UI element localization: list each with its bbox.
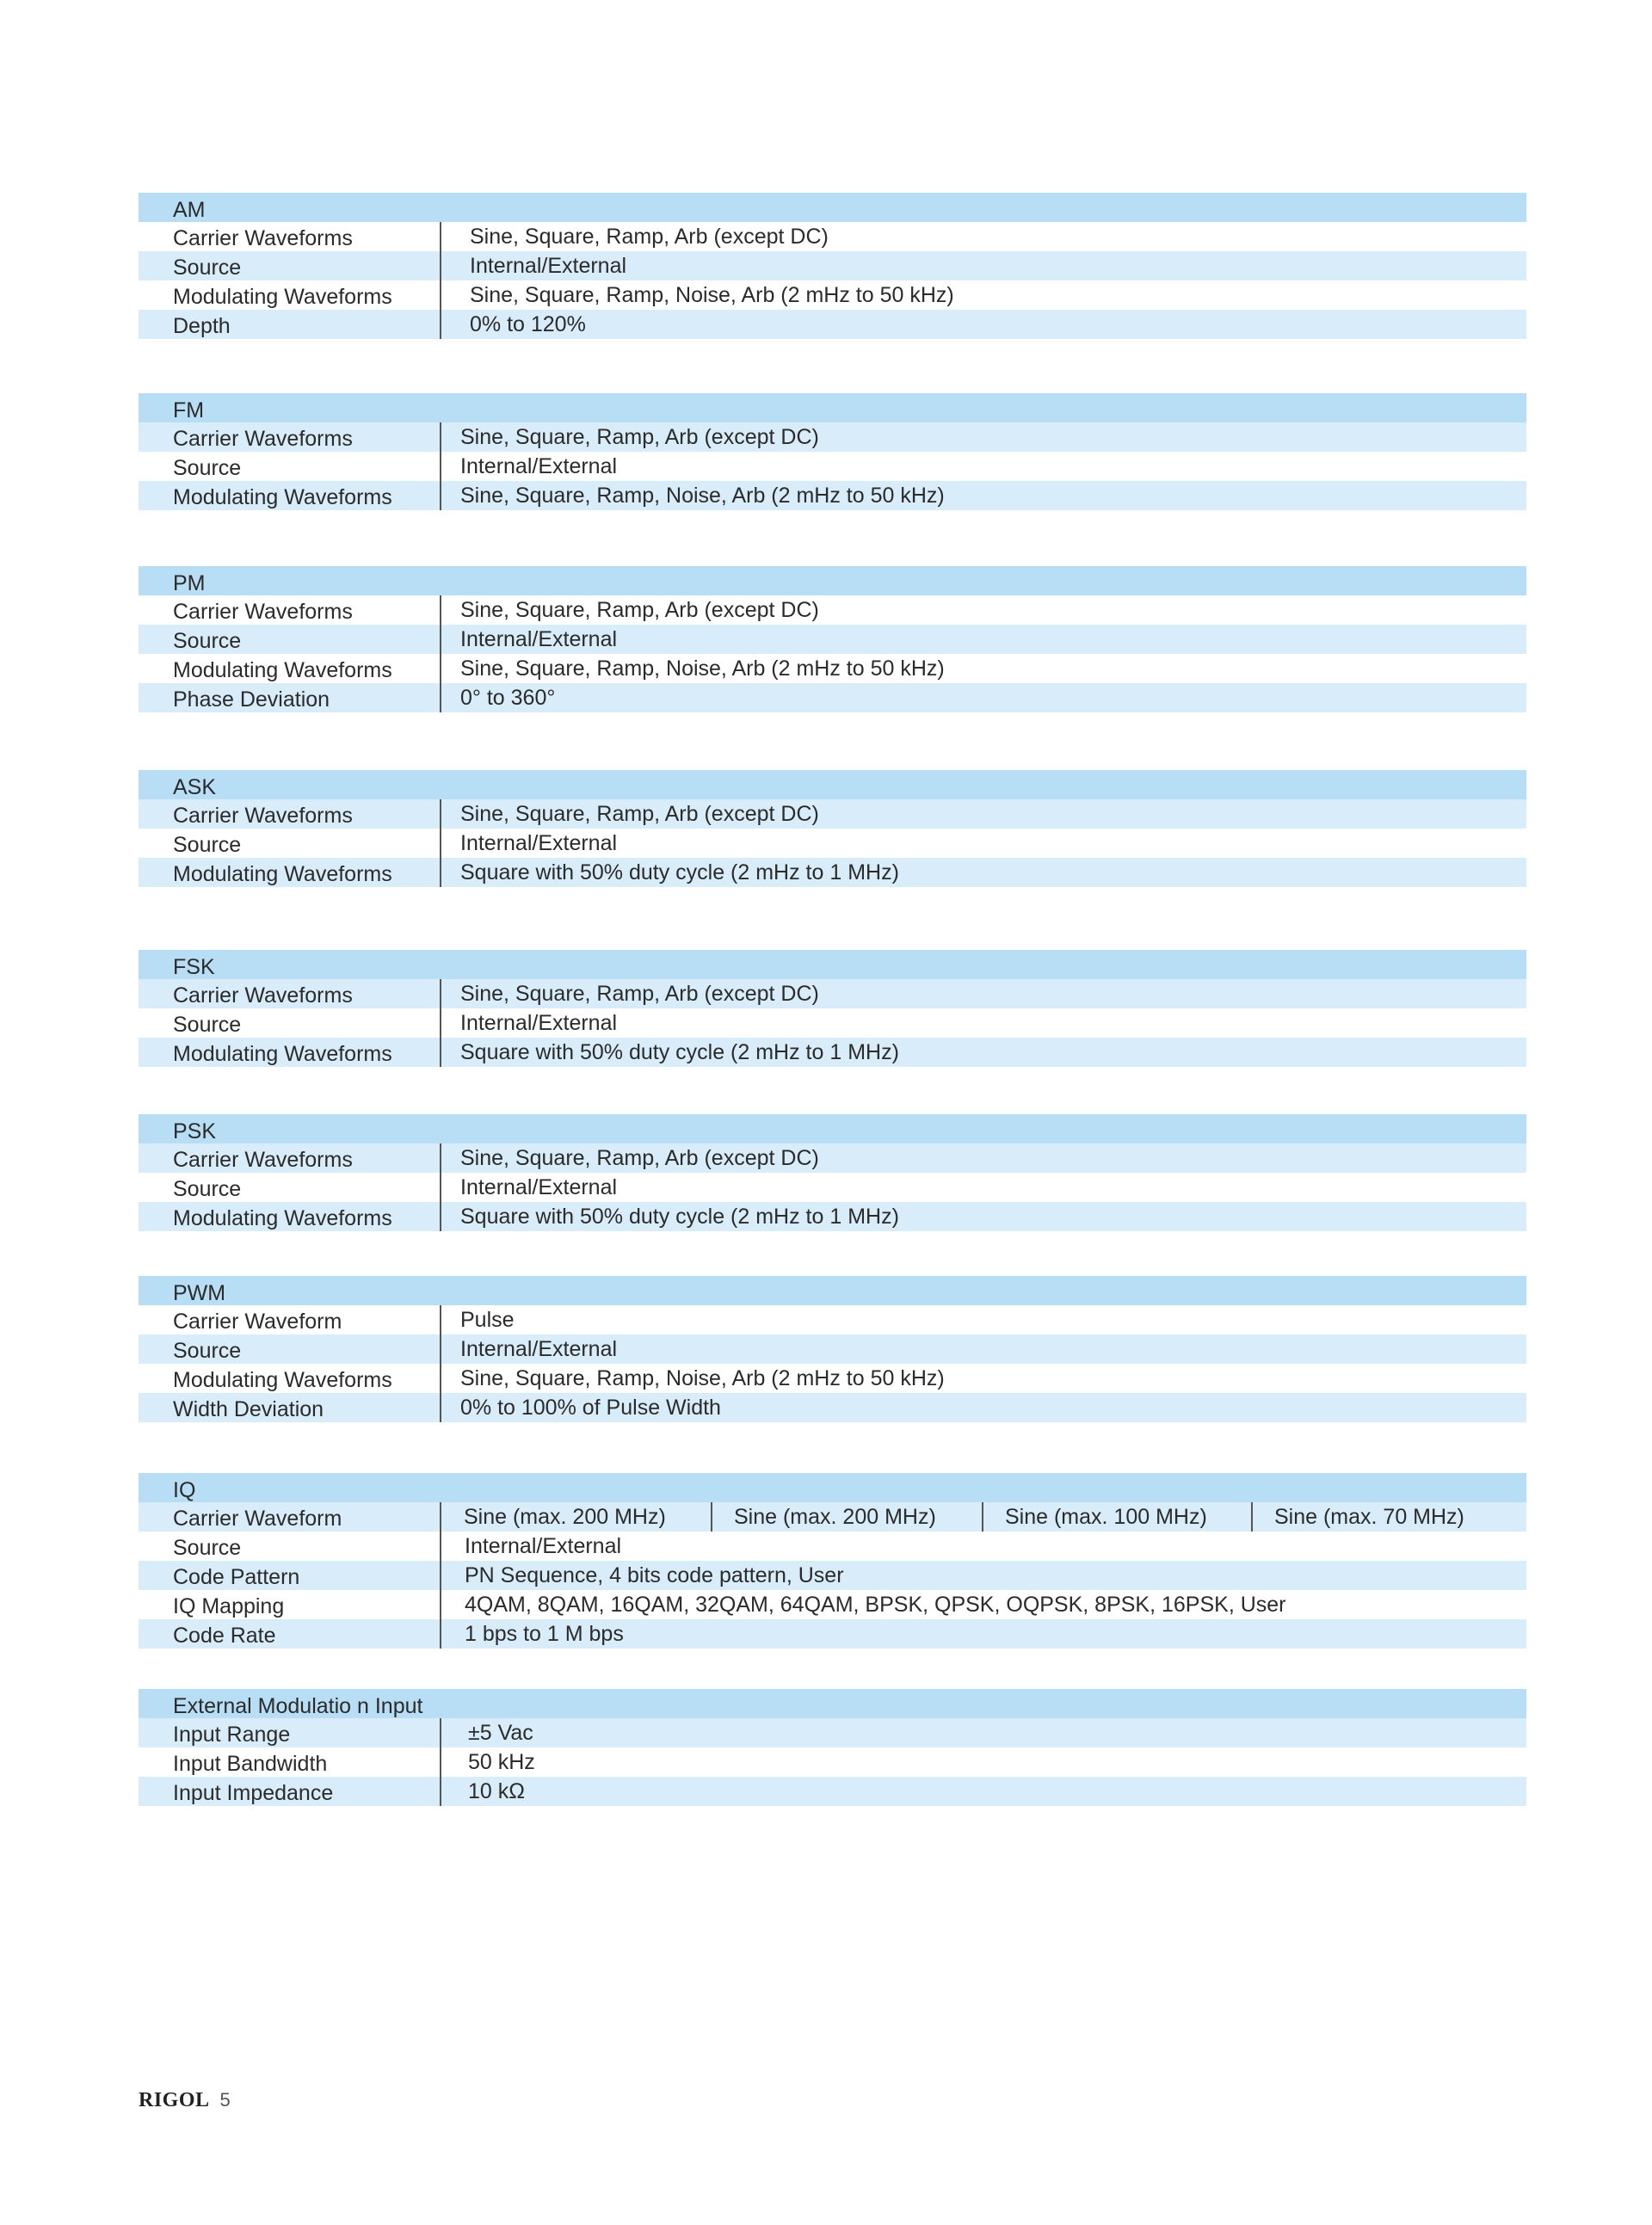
- row-value: Square with 50% duty cycle (2 mHz to 1 MHz): [460, 860, 899, 884]
- column-divider: [440, 799, 441, 887]
- section-fsk: [139, 950, 1526, 1067]
- section-title: FSK: [173, 955, 215, 979]
- table-row: [139, 1393, 1526, 1422]
- row-value: Sine, Square, Ramp, Arb (except DC): [460, 1146, 819, 1170]
- row-label: Input Range: [173, 1723, 291, 1747]
- column-divider: [440, 1305, 441, 1422]
- table-row: [139, 1561, 1526, 1590]
- row-value: 50 kHz: [468, 1750, 535, 1774]
- row-label: Modulating Waveforms: [173, 485, 392, 509]
- column-divider: [440, 979, 441, 1067]
- section-header: [139, 770, 1526, 799]
- table-row: [139, 625, 1526, 654]
- table-row: [139, 1364, 1526, 1393]
- row-label: Phase Deviation: [173, 687, 330, 712]
- row-value: Internal/External: [465, 1534, 622, 1558]
- section-title: ASK: [173, 775, 217, 799]
- row-label: Code Pattern: [173, 1565, 300, 1589]
- row-value: Internal/External: [470, 254, 627, 278]
- table-row: [139, 683, 1526, 712]
- table-row: [139, 654, 1526, 683]
- row-label: Modulating Waveforms: [173, 1368, 392, 1392]
- table-row: [139, 1777, 1526, 1806]
- row-label: Carrier Waveform: [173, 1507, 342, 1531]
- table-row: [139, 1202, 1526, 1231]
- row-value: Sine, Square, Ramp, Noise, Arb (2 mHz to 50 kHz): [460, 1366, 945, 1390]
- section-title: PSK: [173, 1119, 217, 1143]
- table-row: [139, 979, 1526, 1008]
- section-header: [139, 1689, 1526, 1718]
- row-label: Carrier Waveforms: [173, 427, 353, 451]
- row-label: Source: [173, 1536, 242, 1560]
- row-value: Sine, Square, Ramp, Arb (except DC): [460, 802, 819, 826]
- row-label: Modulating Waveforms: [173, 862, 392, 886]
- row-label: Source: [173, 256, 242, 280]
- table-row: [139, 1747, 1526, 1777]
- column-divider: [440, 1718, 441, 1806]
- section-header: [139, 950, 1526, 979]
- row-label: Source: [173, 1177, 242, 1201]
- column-divider: [440, 1143, 441, 1231]
- section-header: [139, 566, 1526, 595]
- table-row: [139, 1143, 1526, 1173]
- section-pm: [139, 566, 1526, 712]
- section-title: IQ: [173, 1478, 196, 1502]
- column-divider: [440, 422, 441, 510]
- row-label: Source: [173, 1013, 242, 1037]
- column-divider: [1251, 1502, 1253, 1532]
- table-row: [139, 310, 1526, 339]
- section-psk: [139, 1114, 1526, 1231]
- table-row: [139, 222, 1526, 251]
- row-label: Code Rate: [173, 1624, 276, 1648]
- row-value: Sine, Square, Ramp, Arb (except DC): [460, 425, 819, 449]
- row-label: Source: [173, 833, 242, 857]
- row-value: ±5 Vac: [468, 1721, 533, 1745]
- section-title: AM: [173, 198, 206, 222]
- row-label: Carrier Waveforms: [173, 1148, 353, 1172]
- row-value: Internal/External: [460, 454, 618, 478]
- row-label: Depth: [173, 314, 231, 338]
- column-divider: [440, 1502, 441, 1649]
- table-row: [139, 858, 1526, 887]
- row-label: Input Bandwidth: [173, 1752, 328, 1776]
- row-label: Carrier Waveforms: [173, 804, 353, 828]
- section-header: [139, 1114, 1526, 1143]
- row-value: 0% to 120%: [470, 312, 586, 336]
- table-row: [139, 1532, 1526, 1561]
- row-value: Internal/External: [460, 627, 618, 651]
- column-divider: [440, 595, 441, 712]
- table-row: [139, 1502, 1526, 1532]
- row-label: Modulating Waveforms: [173, 1206, 392, 1230]
- row-value: Sine, Square, Ramp, Arb (except DC): [470, 225, 829, 249]
- row-value: 10 kΩ: [468, 1779, 525, 1803]
- page-footer: [139, 2086, 231, 2115]
- carrier-value-3: Sine (max. 100 MHz): [1005, 1505, 1207, 1529]
- row-label: Input Impedance: [173, 1781, 334, 1805]
- section-title: PM: [173, 571, 206, 595]
- row-label: Width Deviation: [173, 1397, 324, 1421]
- row-value: Sine, Square, Ramp, Arb (except DC): [460, 982, 819, 1006]
- row-value: 1 bps to 1 M bps: [465, 1622, 624, 1646]
- table-row: [139, 481, 1526, 510]
- row-label: IQ Mapping: [173, 1594, 285, 1618]
- column-divider: [982, 1502, 983, 1532]
- section-pwm: [139, 1276, 1526, 1422]
- carrier-value-4: Sine (max. 70 MHz): [1274, 1505, 1464, 1529]
- section-header: [139, 393, 1526, 422]
- page-number: 5: [219, 2089, 231, 2111]
- table-row: [139, 251, 1526, 280]
- row-value: Internal/External: [460, 1175, 618, 1199]
- row-value: 0° to 360°: [460, 686, 556, 710]
- section-external-modulation-input: [139, 1689, 1526, 1806]
- row-value: Internal/External: [460, 1337, 618, 1361]
- row-label: Carrier Waveforms: [173, 983, 353, 1008]
- section-am: [139, 193, 1526, 339]
- table-row: [139, 799, 1526, 829]
- row-value: Sine, Square, Ramp, Noise, Arb (2 mHz to 50 kHz): [460, 484, 945, 508]
- row-label: Modulating Waveforms: [173, 658, 392, 682]
- section-title: FM: [173, 398, 205, 422]
- table-row: [139, 1008, 1526, 1038]
- table-row: [139, 829, 1526, 858]
- row-label: Modulating Waveforms: [173, 285, 392, 309]
- table-row: [139, 1334, 1526, 1364]
- section-iq: [139, 1473, 1526, 1649]
- row-label: Source: [173, 456, 242, 480]
- row-value: 4QAM, 8QAM, 16QAM, 32QAM, 64QAM, BPSK, QPSK, OQPSK, 8PSK, 16PSK, User: [465, 1593, 1286, 1617]
- column-divider: [711, 1502, 712, 1532]
- row-value: Sine, Square, Ramp, Noise, Arb (2 mHz to 50 kHz): [460, 656, 945, 681]
- table-row: [139, 1173, 1526, 1202]
- section-title: PWM: [173, 1281, 226, 1305]
- table-row: [139, 422, 1526, 452]
- column-divider: [440, 222, 441, 339]
- carrier-value-2: Sine (max. 200 MHz): [734, 1505, 936, 1529]
- row-label: Source: [173, 629, 242, 653]
- row-value: Sine, Square, Ramp, Noise, Arb (2 mHz to 50 kHz): [470, 283, 954, 307]
- row-value: Internal/External: [460, 1011, 618, 1035]
- row-value: 0% to 100% of Pulse Width: [460, 1396, 721, 1420]
- row-value: Square with 50% duty cycle (2 mHz to 1 MHz): [460, 1205, 899, 1229]
- table-row: [139, 1718, 1526, 1747]
- row-label: Modulating Waveforms: [173, 1042, 392, 1066]
- table-row: [139, 280, 1526, 310]
- section-title: External Modulatio n Input: [173, 1694, 423, 1718]
- section-header: [139, 1473, 1526, 1502]
- row-value: Internal/External: [460, 831, 618, 855]
- section-fm: [139, 393, 1526, 510]
- table-row: [139, 1305, 1526, 1334]
- row-label: Source: [173, 1339, 242, 1363]
- brand-logo: RIGOL: [139, 2089, 210, 2111]
- table-row: [139, 452, 1526, 481]
- row-value: Square with 50% duty cycle (2 mHz to 1 MHz): [460, 1040, 899, 1064]
- row-value: Sine, Square, Ramp, Arb (except DC): [460, 598, 819, 622]
- section-header: [139, 193, 1526, 222]
- row-label: Carrier Waveform: [173, 1310, 342, 1334]
- row-value: PN Sequence, 4 bits code pattern, User: [465, 1563, 844, 1587]
- carrier-value-1: Sine (max. 200 MHz): [464, 1505, 666, 1529]
- row-value: Pulse: [460, 1308, 515, 1332]
- table-row: [139, 1590, 1526, 1619]
- section-ask: [139, 770, 1526, 887]
- row-label: Carrier Waveforms: [173, 226, 353, 250]
- table-row: [139, 1038, 1526, 1067]
- table-row: [139, 1619, 1526, 1649]
- row-label: Carrier Waveforms: [173, 600, 353, 624]
- table-row: [139, 595, 1526, 625]
- section-header: [139, 1276, 1526, 1305]
